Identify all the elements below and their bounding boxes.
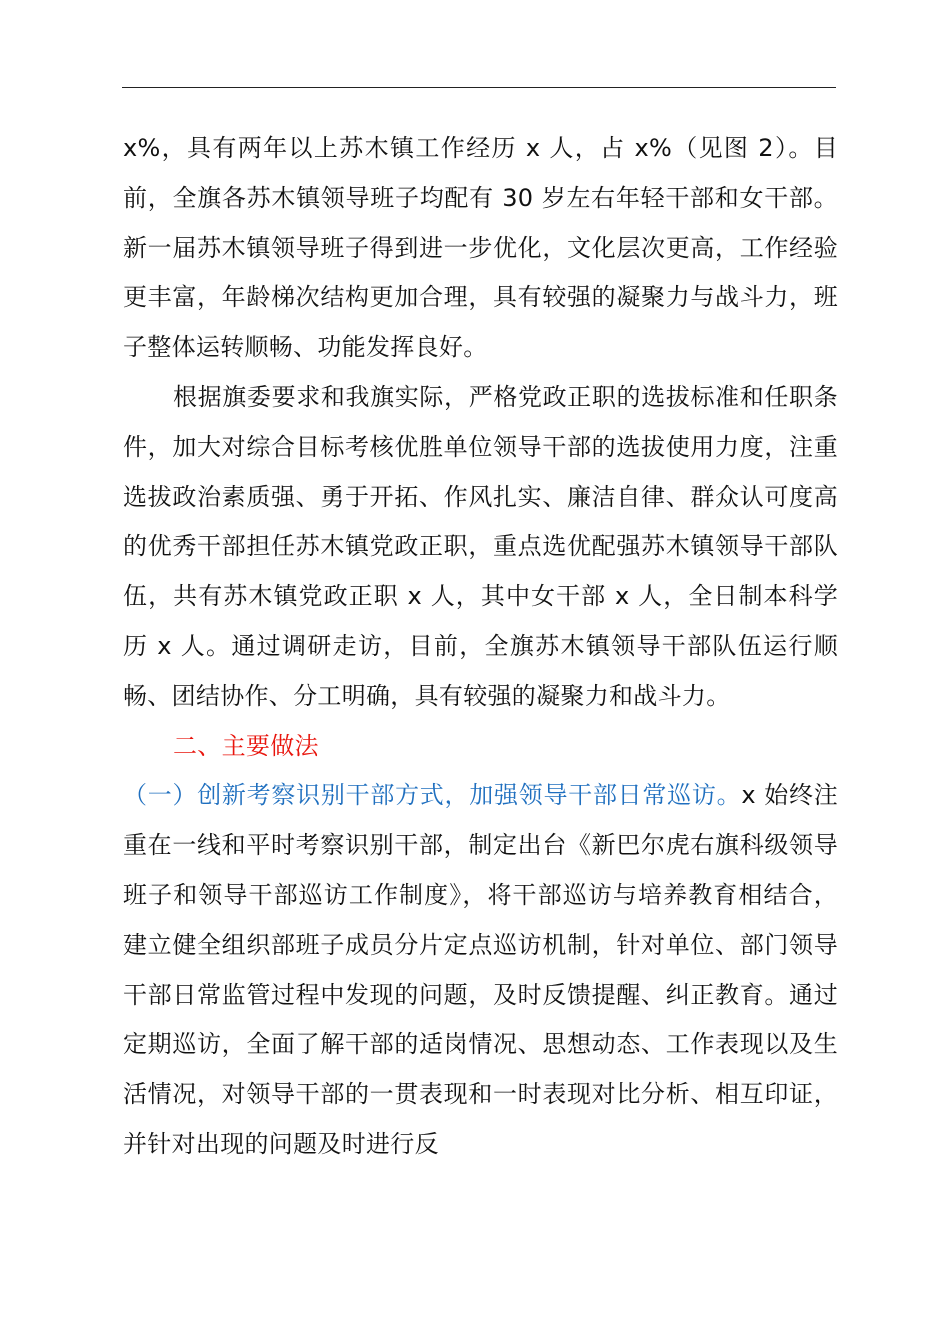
subheading-1: （一）创新考察识别干部方式，加强领导干部日常巡访。 <box>123 781 742 810</box>
header-rule <box>122 87 836 88</box>
section-heading: 二、主要做法 <box>173 731 319 760</box>
paragraph-1: x%，具有两年以上苏木镇工作经历 x 人，占 x%（见图 2）。目前，全旗各苏木镇领导班子均配有 30 岁左右年轻干部和女干部。新一届苏木镇领导班子得到进一步优化，文化层次更高，工作经验更丰富，年龄梯次结构更加合理，具有较强的凝聚力与战斗力，班子整体运转顺畅、功能发挥良好。 <box>123 134 838 362</box>
paragraph-3 <box>123 771 838 1169</box>
paragraph-2: 根据旗委要求和我旗实际，严格党政正职的选拔标准和任职条件，加大对综合目标考核优胜单位领导干部的选拔使用力度，注重选拔政治素质强、勇于开拓、作风扎实、廉洁自律、群众认可度高的优秀干部担任苏木镇党政正职，重点选优配强苏木镇领导干部队伍，共有苏木镇党政正职 x 人，其中女干部 x 人，全日制本科学历 x 人。通过调研走访，目前，全旗苏木镇领导干部队伍运行顺畅、团结协作、分工明确，具有较强的凝聚力和战斗力。 <box>123 382 838 710</box>
document-body <box>123 124 838 1170</box>
paragraph-3-text: x 始终注重在一线和平时考察识别干部，制定出台《新巴尔虎右旗科级领导班子和领导干部巡访工作制度》，将干部巡访与培养教育相结合，建立健全组织部班子成员分片定点巡访机制，针对单位、部门领导干部日常监管过程中发现的问题，及时反馈提醒、纠正教育。通过定期巡访，全面了解干部的适岗情况、思想动态、工作表现以及生活情况，对领导干部的一贯表现和一时表现对比分析、相互印证，并针对出现的问题及时进行反 <box>123 781 838 1158</box>
